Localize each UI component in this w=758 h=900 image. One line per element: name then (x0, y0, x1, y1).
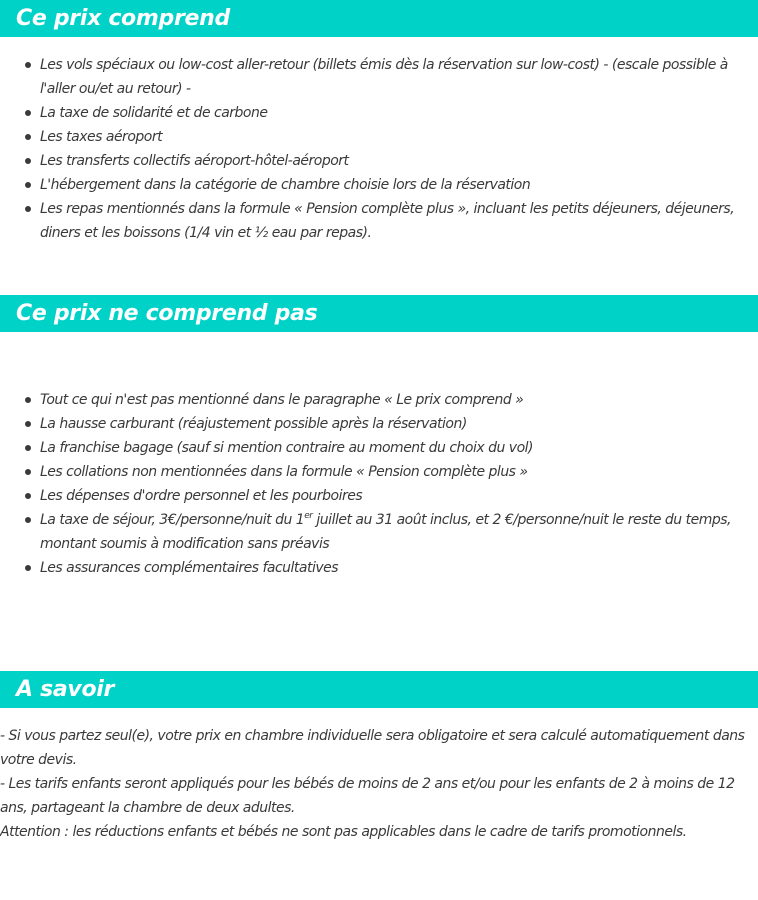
tax-text-before: La taxe de séjour, 3€/personne/nuit du 1 (40, 512, 305, 528)
includes-item: Les repas mentionnés dans la formule « Pension complète plus », incluant les petits déjeuners, déjeuners, diners et les boissons (1/4 vin et ½ eau par repas). (0, 197, 758, 245)
excludes-title: Ce prix ne comprend pas (16, 301, 318, 326)
section-header-includes (0, 0, 758, 37)
savoir-line: - Si vous partez seul(e), votre prix en chambre individuelle sera obligatoire et sera calculé automatiquement dans votre devis. (0, 728, 745, 768)
savoir-line: - Les tarifs enfants seront appliqués pour les bébés de moins de 2 ans et/ou pour les enfants de 2 à moins de 12 ans, partageant la chambre de deux adultes. (0, 776, 735, 816)
excludes-item: Les dépenses d'ordre personnel et les pourboires (0, 484, 758, 508)
excludes-item-tax (0, 508, 758, 556)
includes-item: La taxe de solidarité et de carbone (0, 101, 758, 125)
includes-item: Les transferts collectifs aéroport-hôtel-aéroport (0, 149, 758, 173)
includes-item: L'hébergement dans la catégorie de chambre choisie lors de la réservation (0, 173, 758, 197)
tax-superscript: er (304, 511, 313, 521)
excludes-item: La franchise bagage (sauf si mention contraire au moment du choix du vol) (0, 436, 758, 460)
tax-text-after: juillet au 31 août inclus, et 2 €/personne/nuit le reste du temps, montant soumis à modification sans préavis (40, 512, 731, 552)
excludes-list (0, 388, 758, 580)
excludes-item: Les collations non mentionnées dans la formule « Pension complète plus » (0, 460, 758, 484)
excludes-item: Tout ce qui n'est pas mentionné dans le paragraphe « Le prix comprend » (0, 388, 758, 412)
excludes-item: La hausse carburant (réajustement possible après la réservation) (0, 412, 758, 436)
includes-item: Les vols spéciaux ou low-cost aller-retour (billets émis dès la réservation sur low-cost) - (escale possible à l'aller ou/et au retour) - (0, 53, 758, 101)
includes-list (0, 53, 758, 245)
section-header-savoir (0, 671, 758, 708)
includes-title: Ce prix comprend (16, 6, 230, 31)
section-header-excludes (0, 295, 758, 332)
excludes-item: Les assurances complémentaires facultatives (0, 556, 758, 580)
includes-item: Les taxes aéroport (0, 125, 758, 149)
savoir-line: Attention : les réductions enfants et bébés ne sont pas applicables dans le cadre de tarifs promotionnels. (0, 824, 687, 840)
savoir-body (0, 724, 752, 844)
savoir-title: A savoir (16, 677, 115, 702)
